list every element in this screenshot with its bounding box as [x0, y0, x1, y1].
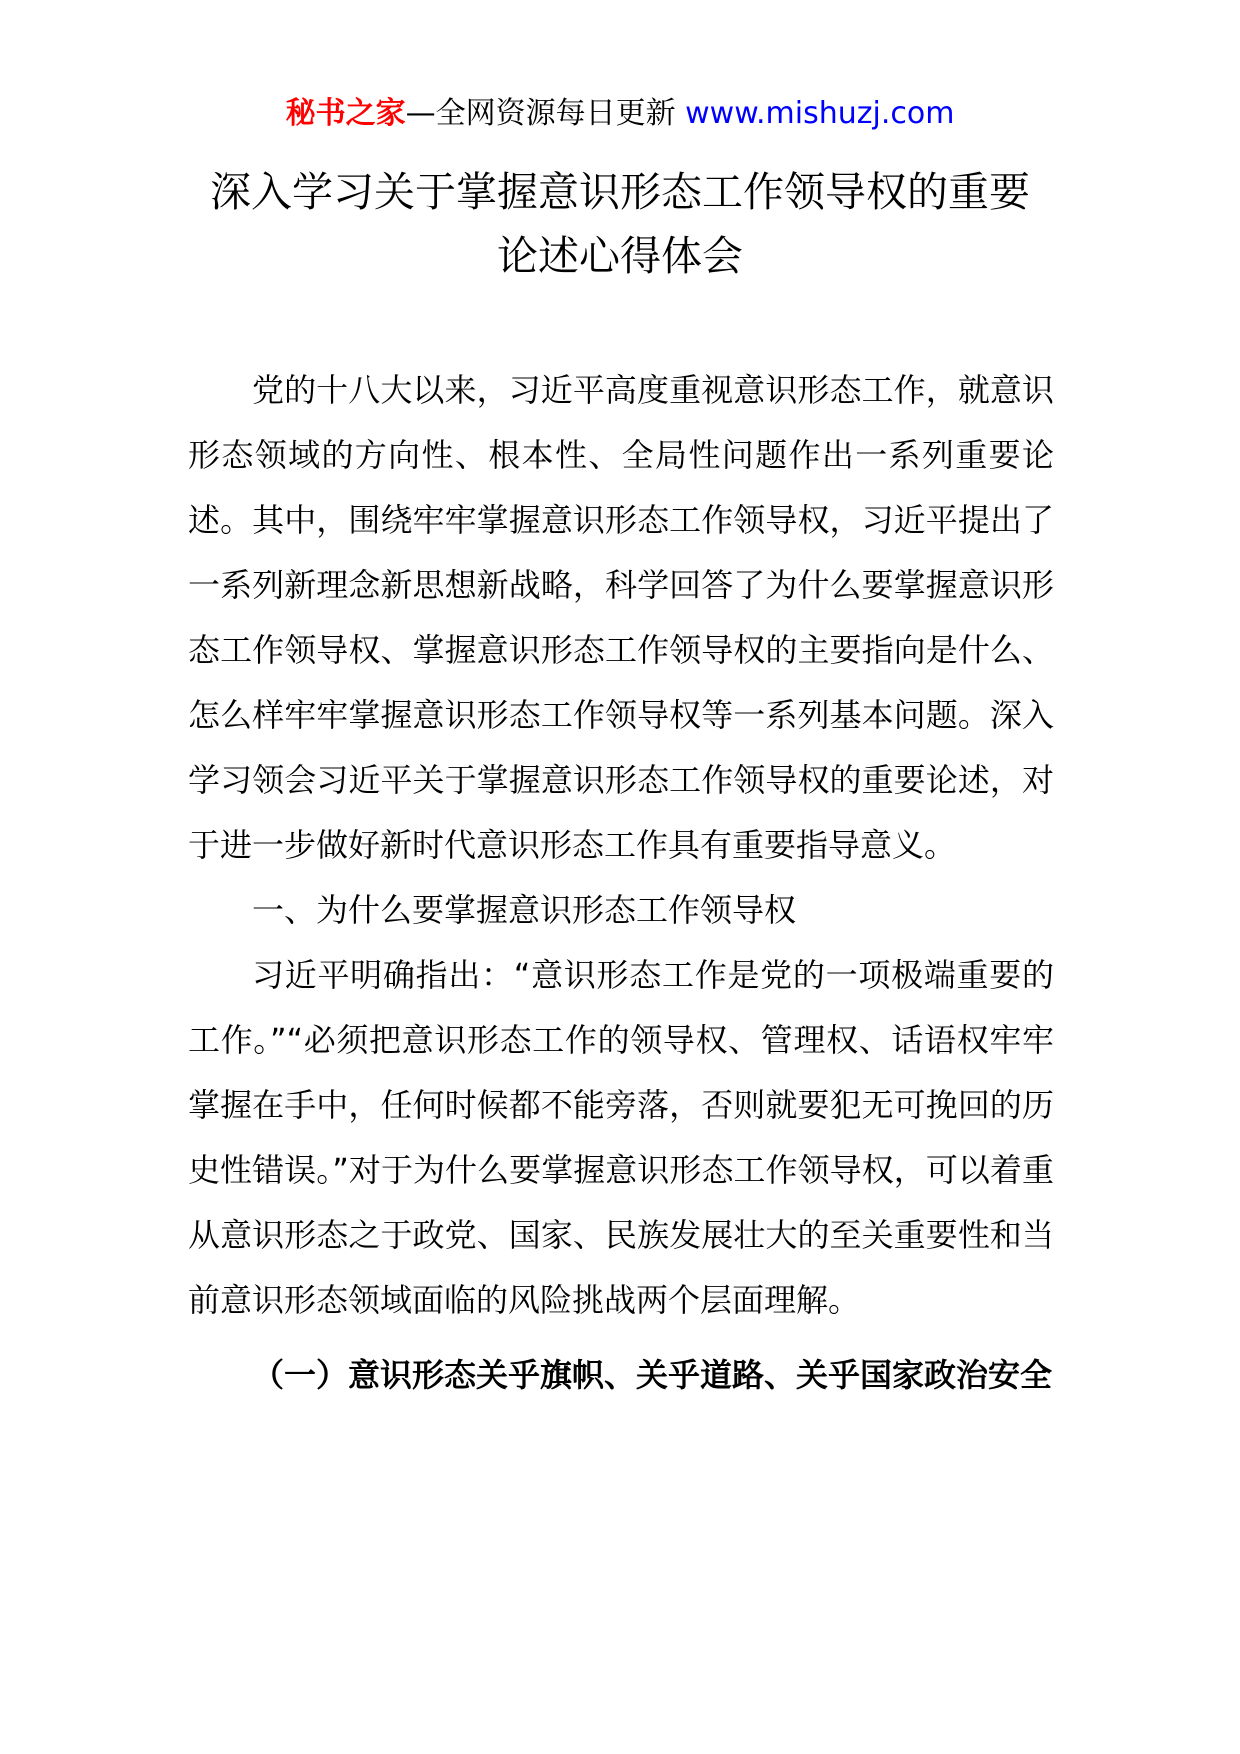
site-url-link[interactable]: www.mishuzj.com: [685, 96, 955, 131]
intro-paragraph: 党的十八大以来，习近平高度重视意识形态工作，就意识形态领域的方向性、根本性、全局性问题作出一系列重要论述。其中，围绕牢牢掌握意识形态工作领导权，习近平提出了一系列新理念新思想新战略，科学回答了为什么要掌握意识形态工作领导权、掌握意识形态工作领导权的主要指向是什么、怎么样牢牢掌握意识形态工作领导权等一系列基本问题。深入学习领会习近平关于掌握意识形态工作领导权的重要论述，对于进一步做好新时代意识形态工作具有重要指导意义。: [188, 371, 1054, 864]
brand-tagline: —全网资源每日更新: [405, 96, 686, 131]
section-1-paragraph: 习近平明确指出：“意识形态工作是党的一项极端重要的工作。”“必须把意识形态工作的领导权、管理权、话语权牢牢掌握在手中，任何时候都不能旁落，否则就要犯无可挽回的历史性错误。”对于为什么要掌握意识形态工作领导权，可以着重从意识形态之于政党、国家、民族发展壮大的至关重要性和当前意识形态领域面临的风险挑战两个层面理解。: [188, 956, 1054, 1319]
brand-name: 秘书之家: [285, 96, 406, 131]
section-heading-1: 一、为什么要掌握意识形态工作领导权: [252, 891, 797, 929]
watermark-header: [0, 94, 1240, 134]
title-line-1: 深入学习关于掌握意识形态工作领导权的重要: [210, 168, 1030, 216]
document-title: [150, 160, 1090, 288]
document-body: [188, 358, 1054, 1408]
title-line-2: 论述心得体会: [497, 232, 743, 280]
subsection-heading-1: （一）意识形态关乎旗帜、关乎道路、关乎国家政治安全: [252, 1356, 1053, 1394]
